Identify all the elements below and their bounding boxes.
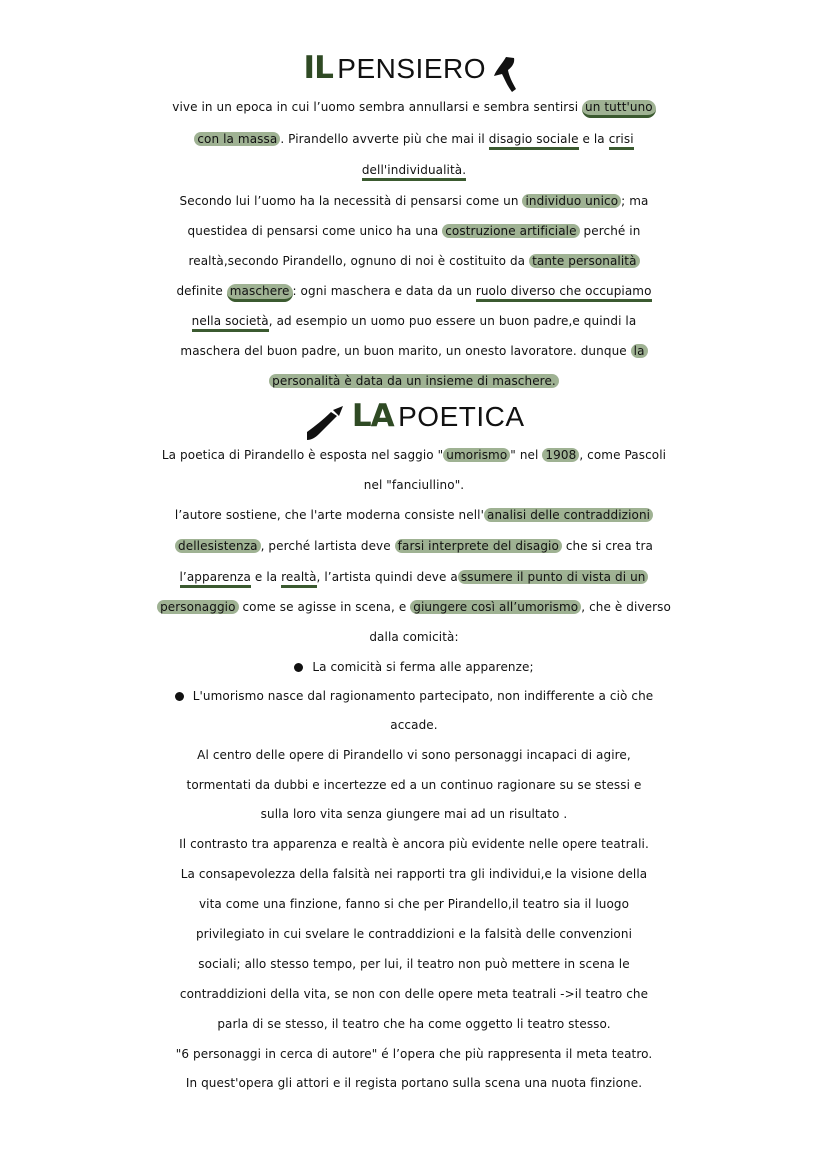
text: La poetica di Pirandello è esposta nel saggio " (161, 448, 444, 462)
para-line: privilegiato in cui svelare le contraddizioni e la falsità delle convenzioni (195, 927, 633, 941)
highlight: ssumere il punto di vista di un (458, 570, 649, 584)
s1-line-10 (0, 366, 828, 396)
s2-line-7 (0, 622, 828, 652)
text: , l’artista quindi deve a (316, 570, 458, 584)
text: " nel (510, 448, 543, 462)
heading-title-word: POETICA (398, 401, 525, 432)
highlight: la (631, 344, 648, 358)
text: . Pirandello avverte più che mai il (280, 132, 489, 146)
text: accade. (390, 718, 438, 732)
highlight: tante personalità (529, 254, 639, 268)
pen-nib-icon (490, 54, 524, 94)
text: nel "fanciullino". (363, 478, 465, 492)
s2-line-1 (0, 440, 828, 470)
text: , ad esempio un uomo puo essere un buon padre,e quindi la (268, 314, 637, 328)
highlight: personalità è data da un insieme di maschere. (269, 374, 559, 388)
s2-line-3 (0, 500, 828, 530)
text: e la (578, 132, 609, 146)
s2-line-2 (0, 470, 828, 500)
s1-line-3 (0, 155, 828, 185)
para-line: In quest'opera gli attori e il regista portano sulla scena una nuota finzione. (185, 1076, 643, 1090)
bullet-text: L'umorismo nasce dal ragionamento partecipato, non indifferente a ciò che (192, 689, 654, 703)
s2-line-6 (0, 592, 828, 622)
para-line: sociali; allo stesso tempo, per lui, il teatro non può mettere in scena le (198, 957, 630, 971)
s2-line-4 (0, 531, 828, 561)
s1-line-6 (0, 246, 828, 276)
s1-line-8 (0, 306, 828, 336)
text: definite (176, 284, 227, 298)
s1-line-1 (0, 92, 828, 122)
heading-la-poetica (0, 398, 828, 442)
para-line: parla di se stesso, il teatro che ha come oggetto li teatro stesso. (217, 1017, 611, 1031)
text: Secondo lui l’uomo ha la necessità di pensarsi come un (179, 194, 523, 208)
text: maschera del buon padre, un buon marito, un onesto lavoratore. dunque (180, 344, 631, 358)
para-line: sulla loro vita senza giungere mai ad un risultato . (260, 807, 568, 821)
para-line: tormentati da dubbi e incertezze ed a un continuo ragionare su se stessi e (186, 778, 642, 792)
para-line: Il contrasto tra apparenza e realtà è ancora più evidente nelle opere teatrali. (179, 837, 649, 851)
text: che si crea tra (561, 539, 653, 553)
text: , perché lartista deve (260, 539, 395, 553)
para-line: contraddizioni della vita, se non con delle opere meta teatrali ->il teatro che (179, 987, 649, 1001)
highlight: farsi interprete del disagio (395, 539, 562, 553)
text: , come Pascoli (579, 448, 667, 462)
s1-line-4 (0, 186, 828, 216)
highlight: maschere (227, 284, 293, 302)
text: realtà,secondo Pirandello, ognuno di noi è costituito da (188, 254, 530, 268)
bullet-continuation (0, 710, 828, 740)
highlight: un tutt'uno (582, 100, 656, 118)
underline: disagio sociale (489, 132, 579, 150)
highlight: personaggio (157, 600, 239, 614)
text: e la (251, 570, 282, 584)
text: perché in (579, 224, 641, 238)
bullet-item (0, 652, 828, 682)
text: : ogni maschera e data da un (292, 284, 476, 298)
underline: realtà (281, 570, 316, 588)
heading-highlight-word: IL (303, 50, 333, 86)
highlight: costruzione artificiale (442, 224, 579, 238)
s1-line-5 (0, 216, 828, 246)
text: ; ma (621, 194, 649, 208)
underline: l’apparenza (180, 570, 252, 588)
para-line: Al centro delle opere di Pirandello vi sono personaggi incapaci di agire, (197, 748, 631, 762)
highlight: con la massa (194, 132, 280, 146)
text: , che è diverso (581, 600, 671, 614)
underline: ruolo diverso che occupiamo (476, 284, 652, 302)
para-line: La consapevolezza della falsità nei rapporti tra gli individui,e la visione della (180, 867, 648, 881)
pen-nib-icon (303, 402, 347, 442)
text: l’autore sostiene, che l'arte moderna consiste nell' (174, 508, 485, 522)
text: vive in un epoca in cui l’uomo sembra annullarsi e sembra sentirsi (172, 100, 583, 114)
s1-line-9 (0, 336, 828, 366)
highlight: giungere così all’umorismo (410, 600, 581, 614)
bullet-item (0, 681, 828, 711)
highlight: dellesistenza (175, 539, 261, 553)
s2-line-5 (0, 562, 828, 592)
highlight: 1908 (542, 448, 579, 462)
para-line: "6 personaggi in cerca di autore" é l’opera che più rappresenta il meta teatro. (175, 1047, 653, 1061)
text: questidea di pensarsi come unico ha una (187, 224, 443, 238)
highlight: analisi delle contraddizioni (484, 508, 653, 522)
underline: crisi (609, 132, 634, 150)
bullet-dot (294, 663, 303, 672)
para-line: vita come una finzione, fanno si che per Pirandello,il teatro sia il luogo (198, 897, 630, 911)
highlight: individuo unico (522, 194, 621, 208)
s1-line-7 (0, 276, 828, 306)
text: dalla comicità: (369, 630, 459, 644)
heading-highlight-word: LA (351, 398, 394, 434)
underline: nella società (192, 314, 269, 332)
bullet-text: La comicità si ferma alle apparenze; (312, 660, 534, 674)
heading-il-pensiero (0, 50, 828, 94)
highlight: umorismo (443, 448, 510, 462)
bullet-dot (175, 692, 184, 701)
heading-title-word: PENSIERO (337, 53, 486, 84)
s1-line-2 (0, 124, 828, 154)
text: come se agisse in scena, e (238, 600, 411, 614)
underline: dell'individualità. (362, 163, 466, 181)
